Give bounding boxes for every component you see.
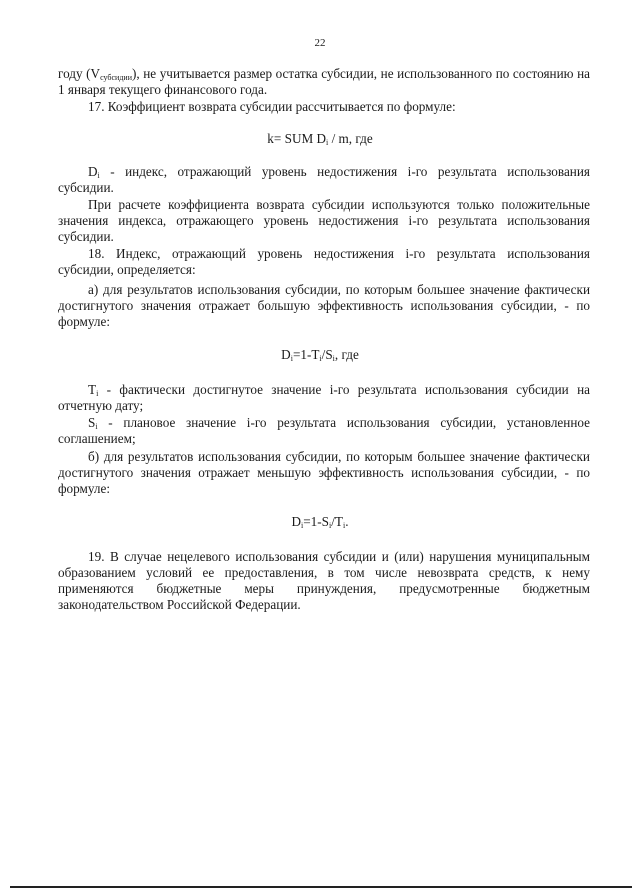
formula-index-a: $D_i=1-T_i/S_i$, где [281, 347, 359, 363]
paragraph-positive-values: При расчете коэффициента возврата субсидии используются только положительные значения индекса, отражающего уровень недостижения i-го результата использования субсидии. [58, 197, 590, 244]
paragraph-18a: а) для результатов использования субсидии, по которым большее значение фактически достигнутого значения отражает большую эффективность использования субсидии, - по формуле: [58, 282, 590, 329]
formula-index-b: $D_i=1-S_i/T_i$. [291, 514, 349, 530]
paragraph-19: 19. В случае нецелевого использования субсидии и (или) нарушения муниципальным образованием условий ее предоставления, в том числе невозврата средств, к нему применяются бюджетные меры принуждения, предусмотренные бюджетным законодательством Российской Федерации. [58, 549, 590, 612]
formula-return-coefficient: k= SUM $D_i$ / m, где [267, 131, 373, 147]
paragraph-si-definition: $S_i$ - плановое значение i-го результата использования субсидии, установленное соглашением; [58, 415, 590, 446]
paragraph-subsidy-remainder: году $(V_{субсидии})$, не учитывается размер остатка субсидии, не использованного по состоянию на 1 января текущего финансового года. [58, 66, 591, 97]
paragraph-18b: б) для результатов использования субсидии, по которым большее значение фактически достигнутого значения отражает меньшую эффективность использования субсидии, - по формуле: [58, 449, 590, 496]
bottom-divider [10, 886, 632, 888]
paragraph-17: 17. Коэффициент возврата субсидии рассчитывается по формуле: [88, 99, 456, 114]
paragraph-di-definition: $D_i$ - индекс, отражающий уровень недостижения i-го результата использования субсидии. [58, 164, 590, 195]
page-number: 22 [314, 37, 326, 49]
paragraph-ti-definition: $T_i$ - фактически достигнутое значение i-го результата использования субсидии на отчетную дату; [58, 382, 590, 413]
paragraph-18: 18. Индекс, отражающий уровень недостижения i-го результата использования субсидии, определяется: [58, 246, 590, 277]
